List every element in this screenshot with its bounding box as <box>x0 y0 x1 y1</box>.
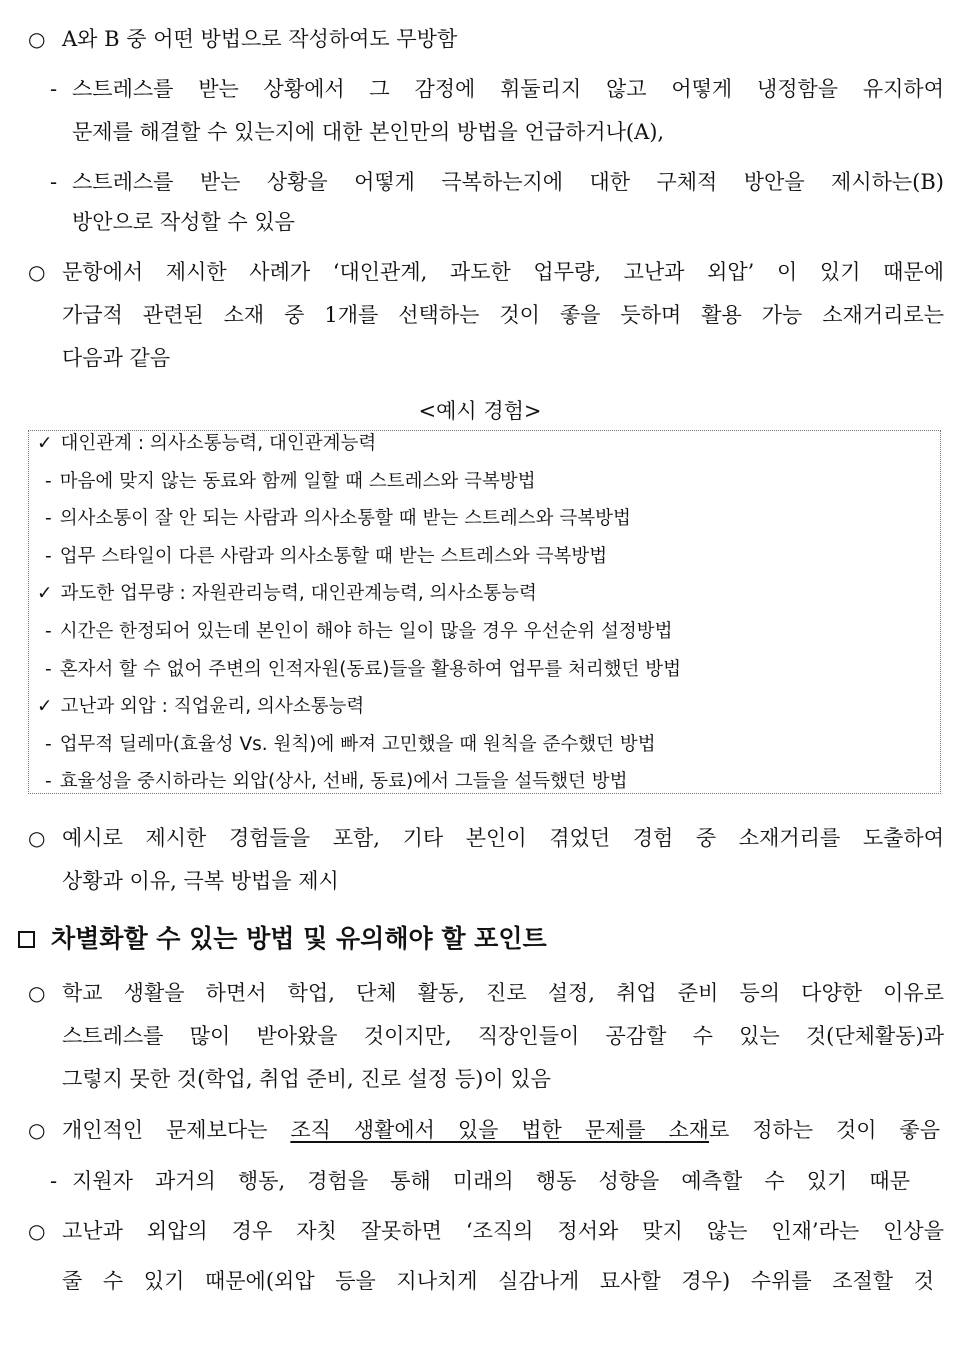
section-heading <box>18 922 547 956</box>
example-item-text: 마음에 맞지 않는 동료와 함께 일할 때 스트레스와 극복방법 <box>59 470 536 492</box>
circle-bullet-icon: ○ <box>28 260 46 284</box>
example-item-row <box>45 544 607 570</box>
case-paragraph-line3: 다음과 같음 <box>62 346 171 370</box>
pressure-paragraph-line2: 줄 수 있기 때문에(외압 등을 지나치게 실감나게 묘사할 경우) 수위를 조절할 것 <box>62 1269 934 1293</box>
dash-marker: - <box>50 77 58 101</box>
circle-bullet-icon: ○ <box>28 27 46 51</box>
organization-text-underlined: 조직 생활에서 있을 법한 문제를 소재 <box>290 1118 710 1142</box>
example-item-text: 효율성을 중시하라는 외압(상사, 선배, 동료)에서 그들을 설득했던 방법 <box>59 771 628 793</box>
school-paragraph-line3: 그렇지 못한 것(학업, 취업 준비, 진로 설정 등)이 있음 <box>62 1067 551 1091</box>
example-category-row <box>37 431 376 457</box>
case-paragraph-line1: 문항에서 제시한 사례가 ‘대인관계, 과도한 업무량, 고난과 외압’ 이 있기 때문에 <box>62 260 944 284</box>
paragraph-method-choice: A와 B 중 어떤 방법으로 작성하여도 무방함 <box>62 27 458 51</box>
example-category-text: 과도한 업무량 : 자원관리능력, 대인관계능력, 의사소통능력 <box>60 583 537 605</box>
example-item-row <box>45 657 681 683</box>
example-item-text: 의사소통이 잘 안 되는 사람과 의사소통할 때 받는 스트레스와 극복방법 <box>59 508 631 530</box>
checkbox-square-icon <box>18 931 35 948</box>
school-paragraph-line1: 학교 생활을 하면서 학업, 단체 활동, 진로 설정, 취업 준비 등의 다양한 이유로 <box>62 981 944 1005</box>
method-a-line2: 문제를 해결할 수 있는지에 대한 본인만의 방법을 언급하거나(A), <box>72 120 665 144</box>
school-paragraph-line2: 스트레스를 많이 받아왔을 것이지만, 직장인들이 공감할 수 있는 것(단체활동)과 <box>62 1024 944 1048</box>
dash-marker: - <box>45 470 52 492</box>
example-category-text: 고난과 외압 : 직업윤리, 의사소통능력 <box>60 696 365 718</box>
dash-marker: - <box>45 508 52 530</box>
check-mark-icon: ✓ <box>37 583 53 605</box>
example-item-row <box>45 732 656 758</box>
pressure-paragraph-line1: 고난과 외압의 경우 자칫 잘못하면 ‘조직의 정서와 맞지 않는 인재’라는 인상을 <box>62 1219 944 1243</box>
material-paragraph-line1: 예시로 제시한 경험들을 포함, 기타 본인이 겪었던 경험 중 소재거리를 도출하여 <box>62 826 944 850</box>
circle-bullet-icon: ○ <box>28 981 46 1005</box>
example-box-title: <예시 경험> <box>418 399 542 423</box>
example-item-row <box>45 769 627 795</box>
example-category-row <box>37 694 364 720</box>
dash-marker: - <box>50 170 58 194</box>
dash-marker: - <box>45 658 52 680</box>
example-item-text: 업무 스타일이 다른 사람과 의사소통할 때 받는 스트레스와 극복방법 <box>59 545 608 567</box>
check-mark-icon: ✓ <box>37 433 53 454</box>
example-item-text: 업무적 딜레마(효율성 Vs. 원칙)에 빠져 고민했을 때 원칙을 준수했던 방법 <box>59 733 656 755</box>
check-mark-icon: ✓ <box>37 696 53 718</box>
circle-bullet-icon: ○ <box>28 1219 46 1243</box>
prediction-subpoint: 지원자 과거의 행동, 경험을 통해 미래의 행동 성향을 예측할 수 있기 때문 <box>72 1169 910 1193</box>
example-item-row <box>45 506 631 532</box>
organization-text-post: 로 정하는 것이 좋음 <box>709 1118 940 1142</box>
section-heading-text: 차별화할 수 있는 방법 및 유의해야 할 포인트 <box>51 924 547 953</box>
method-b-line1: 스트레스를 받는 상황을 어떻게 극복하는지에 대한 구체적 방안을 제시하는(B) <box>72 170 944 194</box>
case-paragraph-line2: 가급적 관련된 소재 중 1개를 선택하는 것이 좋을 듯하며 활용 가능 소재거리로는 <box>62 303 944 327</box>
circle-bullet-icon: ○ <box>28 1118 46 1142</box>
method-b-line2: 방안으로 작성할 수 있음 <box>72 210 295 234</box>
example-experience-box <box>28 430 941 794</box>
example-item-row <box>45 469 536 495</box>
organization-paragraph <box>62 1115 940 1145</box>
material-paragraph-line2: 상황과 이유, 극복 방법을 제시 <box>62 869 339 893</box>
example-item-text: 시간은 한정되어 있는데 본인이 해야 하는 일이 많을 경우 우선순위 설정방법 <box>59 621 673 642</box>
dash-marker: - <box>45 771 52 793</box>
dash-marker: - <box>50 1169 58 1193</box>
example-item-row <box>45 619 673 645</box>
dash-marker: - <box>45 545 52 567</box>
method-a-line1: 스트레스를 받는 상황에서 그 감정에 휘둘리지 않고 어떻게 냉정함을 유지하여 <box>72 77 944 101</box>
organization-text-pre: 개인적인 문제보다는 <box>62 1118 291 1142</box>
example-category-row <box>37 581 537 607</box>
dash-marker: - <box>45 733 52 755</box>
example-category-text: 대인관계 : 의사소통능력, 대인관계능력 <box>60 433 377 454</box>
dash-marker: - <box>45 621 52 642</box>
circle-bullet-icon: ○ <box>28 826 46 850</box>
example-item-text: 혼자서 할 수 없어 주변의 인적자원(동료)들을 활용하여 업무를 처리했던 방법 <box>59 658 682 680</box>
